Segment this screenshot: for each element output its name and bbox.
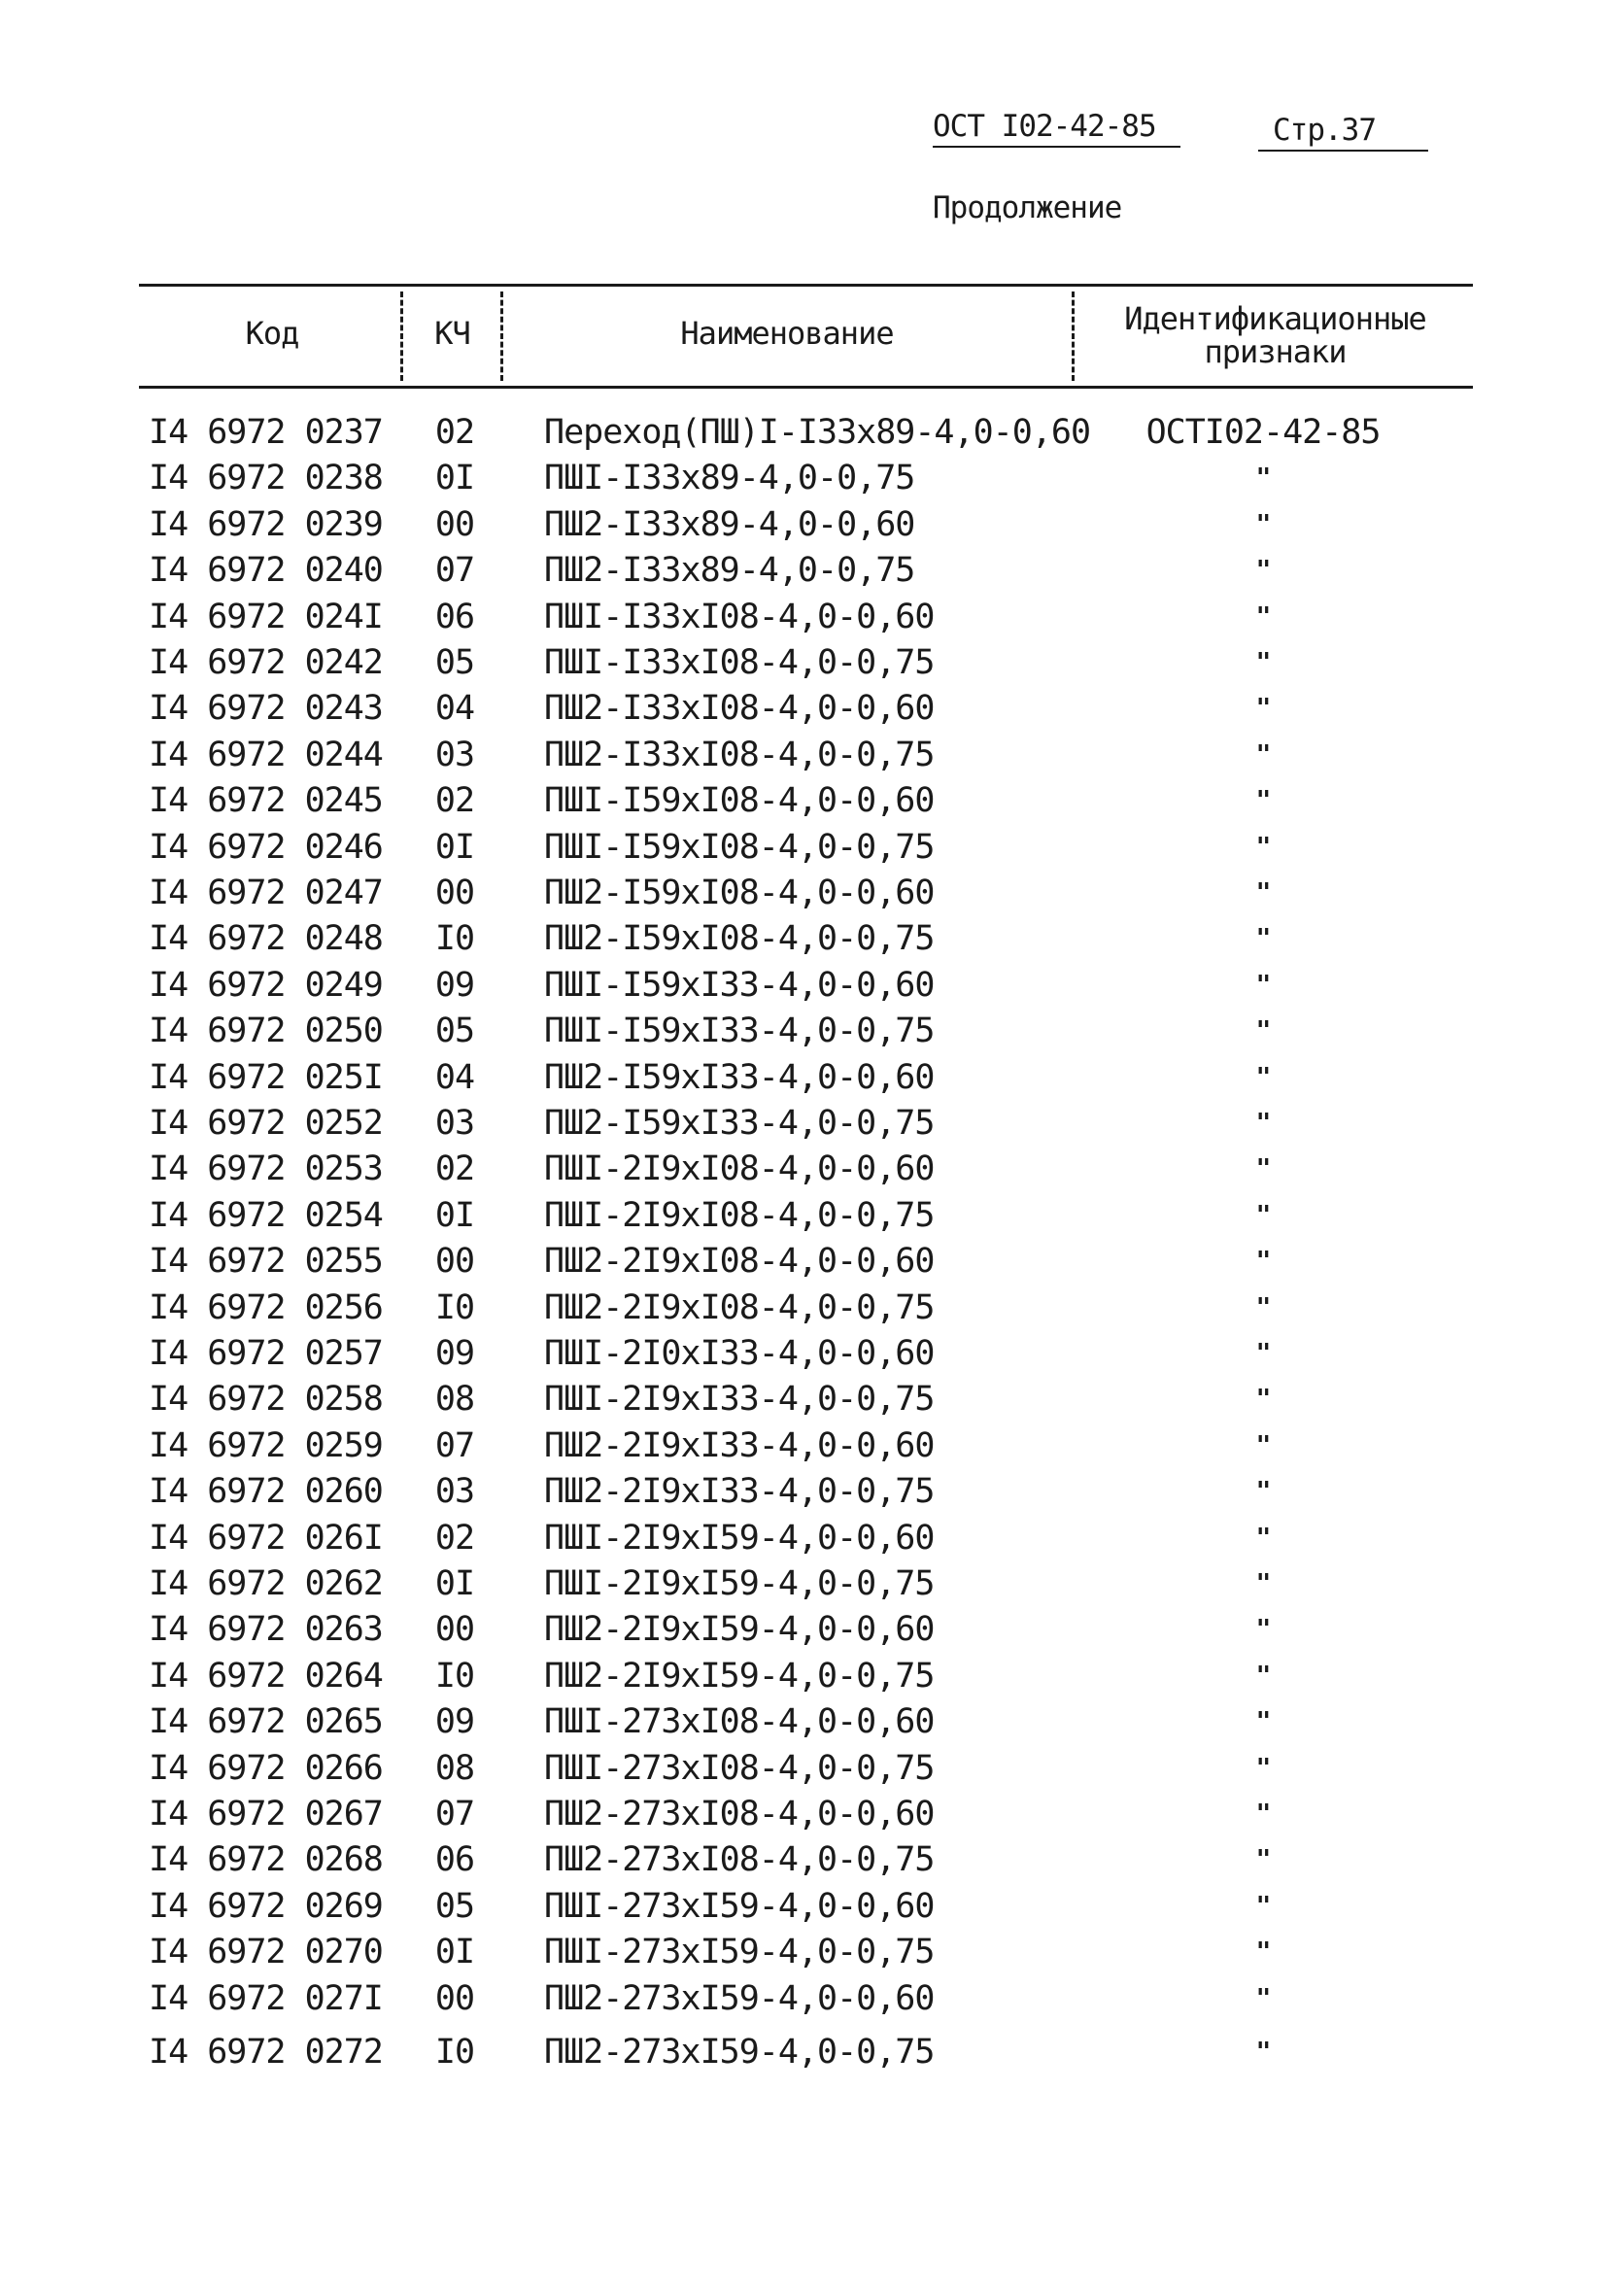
column-divider bbox=[1072, 291, 1075, 381]
cell-name: ПШI-2I9xI59-4,0-0,75 bbox=[544, 1564, 935, 1603]
cell-name: ПШI-I33xI08-4,0-0,60 bbox=[544, 597, 935, 636]
cell-kch: 04 bbox=[434, 689, 475, 729]
cell-ident: " bbox=[1255, 878, 1271, 908]
cell-name: ПШ2-2I9xI33-4,0-0,75 bbox=[544, 1472, 935, 1512]
cell-ident: " bbox=[1255, 1477, 1271, 1507]
column-header-ident-line1: Идентификационные bbox=[1124, 300, 1426, 337]
cell-code: I4 6972 0249 bbox=[149, 965, 383, 1005]
cell-name: ПШ2-I59xI33-4,0-0,75 bbox=[544, 1104, 935, 1143]
cell-kch: 03 bbox=[434, 1104, 475, 1143]
cell-ident: " bbox=[1255, 1983, 1271, 2013]
cell-code: I4 6972 024I bbox=[149, 597, 383, 636]
cell-code: I4 6972 0263 bbox=[149, 1610, 383, 1650]
cell-code: I4 6972 0262 bbox=[149, 1564, 383, 1603]
cell-code: I4 6972 0253 bbox=[149, 1149, 383, 1189]
cell-code: I4 6972 0257 bbox=[149, 1334, 383, 1373]
cell-code: I4 6972 0264 bbox=[149, 1656, 383, 1696]
cell-ident: " bbox=[1255, 970, 1271, 1000]
column-header-ident bbox=[1078, 300, 1472, 370]
cell-name: ПШ2-I33xI08-4,0-0,60 bbox=[544, 689, 935, 729]
cell-name: ПШI-I59xI08-4,0-0,75 bbox=[544, 827, 935, 867]
cell-name: ПШI-I59xI08-4,0-0,60 bbox=[544, 781, 935, 821]
cell-kch: 0I bbox=[434, 1195, 475, 1235]
cell-code: I4 6972 0258 bbox=[149, 1380, 383, 1420]
standard-underline bbox=[933, 146, 1180, 148]
cell-code: I4 6972 0270 bbox=[149, 1933, 383, 1972]
cell-ident: " bbox=[1255, 556, 1271, 586]
cell-kch: 07 bbox=[434, 1425, 475, 1465]
cell-kch: 03 bbox=[434, 735, 475, 774]
cell-kch: I0 bbox=[434, 1287, 475, 1327]
cell-code: I4 6972 0238 bbox=[149, 459, 383, 498]
cell-kch: 0I bbox=[434, 459, 475, 498]
cell-ident: " bbox=[1255, 1799, 1271, 1829]
cell-name: ПШI-2I9xI33-4,0-0,75 bbox=[544, 1380, 935, 1420]
cell-kch: I0 bbox=[434, 919, 475, 959]
cell-name: ПШ2-273xI08-4,0-0,75 bbox=[544, 1840, 935, 1880]
cell-code: I4 6972 0240 bbox=[149, 551, 383, 591]
column-divider bbox=[400, 291, 403, 381]
cell-code: I4 6972 0266 bbox=[149, 1748, 383, 1788]
cell-code: I4 6972 0260 bbox=[149, 1472, 383, 1512]
cell-name: ПШ2-273xI59-4,0-0,60 bbox=[544, 1978, 935, 2018]
cell-ident: " bbox=[1255, 1891, 1271, 1921]
cell-ident: " bbox=[1255, 2038, 1271, 2067]
cell-ident: " bbox=[1255, 1937, 1271, 1968]
cell-name: ПШ2-I33x89-4,0-0,75 bbox=[544, 551, 915, 591]
cell-name: ПШ2-I33xI08-4,0-0,75 bbox=[544, 735, 935, 774]
cell-ident: " bbox=[1255, 1247, 1271, 1277]
cell-kch: 09 bbox=[434, 965, 475, 1005]
cell-name: ПШI-I33x89-4,0-0,75 bbox=[544, 459, 915, 498]
cell-kch: 00 bbox=[434, 1610, 475, 1650]
cell-kch: 02 bbox=[434, 413, 475, 452]
cell-kch: 05 bbox=[434, 1886, 475, 1926]
cell-ident: " bbox=[1255, 1292, 1271, 1322]
cell-ident: " bbox=[1255, 832, 1271, 862]
cell-name: ПШ2-I59xI08-4,0-0,60 bbox=[544, 874, 935, 912]
cell-code: I4 6972 0247 bbox=[149, 874, 383, 912]
cell-ident: " bbox=[1255, 1016, 1271, 1046]
cell-name: ПШ2-2I9xI59-4,0-0,75 bbox=[544, 1656, 935, 1696]
cell-ident: " bbox=[1255, 1569, 1271, 1598]
cell-code: I4 6972 0255 bbox=[149, 1242, 383, 1282]
cell-ident: " bbox=[1255, 648, 1271, 677]
cell-ident: " bbox=[1255, 1615, 1271, 1645]
cell-code: I4 6972 0272 bbox=[149, 2033, 383, 2072]
cell-name: ПШ2-I59xI33-4,0-0,60 bbox=[544, 1057, 935, 1097]
cell-name: ПШI-I33xI08-4,0-0,75 bbox=[544, 643, 935, 682]
cell-kch: 0I bbox=[434, 1564, 475, 1603]
column-header-name: Наименование bbox=[680, 315, 894, 352]
cell-code: I4 6972 027I bbox=[149, 1978, 383, 2018]
cell-kch: 09 bbox=[434, 1702, 475, 1742]
column-header-code: Код bbox=[245, 315, 299, 352]
cell-ident: " bbox=[1255, 1339, 1271, 1368]
cell-name: ПШI-I59xI33-4,0-0,75 bbox=[544, 1011, 935, 1051]
cell-kch: 0I bbox=[434, 827, 475, 867]
cell-code: I4 6972 0237 bbox=[149, 413, 383, 452]
cell-ident: " bbox=[1255, 601, 1271, 632]
cell-code: I4 6972 0268 bbox=[149, 1840, 383, 1880]
cell-kch: 05 bbox=[434, 1011, 475, 1051]
cell-name: ПШI-2I0xI33-4,0-0,60 bbox=[544, 1334, 935, 1373]
column-header-kch: КЧ bbox=[434, 315, 470, 352]
cell-ident: " bbox=[1255, 1661, 1271, 1691]
cell-name: ПШ2-273xI08-4,0-0,60 bbox=[544, 1795, 935, 1833]
cell-name: ПШ2-2I9xI33-4,0-0,60 bbox=[544, 1425, 935, 1465]
cell-name: ПШI-I59xI33-4,0-0,60 bbox=[544, 965, 935, 1005]
cell-kch: 02 bbox=[434, 1149, 475, 1189]
cell-kch: 00 bbox=[434, 504, 475, 544]
cell-kch: I0 bbox=[434, 2033, 475, 2072]
cell-kch: 04 bbox=[434, 1057, 475, 1097]
column-divider bbox=[500, 291, 503, 381]
cell-code: I4 6972 0242 bbox=[149, 643, 383, 682]
cell-kch: 06 bbox=[434, 1840, 475, 1880]
table-header-bottom-rule bbox=[139, 386, 1473, 389]
cell-ident: " bbox=[1255, 509, 1271, 539]
cell-code: I4 6972 0269 bbox=[149, 1886, 383, 1926]
cell-ident: " bbox=[1255, 1200, 1271, 1230]
cell-name: ПШ2-I33x89-4,0-0,60 bbox=[544, 504, 915, 544]
cell-kch: 06 bbox=[434, 597, 475, 636]
cell-ident: " bbox=[1255, 1109, 1271, 1138]
cell-code: I4 6972 0239 bbox=[149, 504, 383, 544]
cell-code: I4 6972 025I bbox=[149, 1057, 383, 1097]
cell-kch: 09 bbox=[434, 1334, 475, 1373]
cell-kch: 00 bbox=[434, 874, 475, 912]
cell-name: ПШ2-I59xI08-4,0-0,75 bbox=[544, 919, 935, 959]
cell-code: I4 6972 0256 bbox=[149, 1287, 383, 1327]
cell-code: I4 6972 0252 bbox=[149, 1104, 383, 1143]
cell-name: ПШI-2I9xI59-4,0-0,60 bbox=[544, 1518, 935, 1558]
cell-code: I4 6972 0243 bbox=[149, 689, 383, 729]
cell-kch: 08 bbox=[434, 1380, 475, 1420]
cell-name: ПШI-273xI08-4,0-0,60 bbox=[544, 1702, 935, 1742]
page-underline bbox=[1258, 150, 1428, 152]
cell-name: ПШI-273xI59-4,0-0,60 bbox=[544, 1886, 935, 1926]
cell-name: ПШ2-2I9xI08-4,0-0,60 bbox=[544, 1242, 935, 1282]
column-header-ident-line2: признаки bbox=[1204, 332, 1347, 370]
cell-ident: " bbox=[1255, 1707, 1271, 1737]
cell-code: I4 6972 0265 bbox=[149, 1702, 383, 1742]
cell-name: ПШI-2I9xI08-4,0-0,75 bbox=[544, 1195, 935, 1235]
cell-kch: 02 bbox=[434, 1518, 475, 1558]
cell-kch: 07 bbox=[434, 1795, 475, 1833]
cell-name: Переход(ПШ)I-I33x89-4,0-0,60 bbox=[544, 413, 1091, 452]
cell-ident: " bbox=[1255, 924, 1271, 954]
cell-kch: 07 bbox=[434, 551, 475, 591]
cell-kch: 00 bbox=[434, 1978, 475, 2018]
cell-ident: " bbox=[1255, 739, 1271, 770]
cell-ident: " bbox=[1255, 1385, 1271, 1415]
cell-ident: " bbox=[1255, 1845, 1271, 1875]
cell-name: ПШI-273xI59-4,0-0,75 bbox=[544, 1933, 935, 1972]
page-number: Стр.37 bbox=[1273, 113, 1376, 148]
standard-number: ОСТ I02-42-85 bbox=[933, 109, 1156, 144]
cell-ident: " bbox=[1255, 1430, 1271, 1460]
cell-kch: I0 bbox=[434, 1656, 475, 1696]
cell-ident: " bbox=[1255, 1154, 1271, 1184]
cell-kch: 0I bbox=[434, 1933, 475, 1972]
cell-code: I4 6972 026I bbox=[149, 1518, 383, 1558]
cell-name: ПШ2-2I9xI59-4,0-0,60 bbox=[544, 1610, 935, 1650]
cell-ident: " bbox=[1255, 1753, 1271, 1783]
cell-code: I4 6972 0248 bbox=[149, 919, 383, 959]
cell-ident: " bbox=[1255, 463, 1271, 494]
cell-kch: 05 bbox=[434, 643, 475, 682]
cell-name: ПШ2-2I9xI08-4,0-0,75 bbox=[544, 1287, 935, 1327]
cell-kch: 08 bbox=[434, 1748, 475, 1788]
cell-name: ПШ2-273xI59-4,0-0,75 bbox=[544, 2033, 935, 2072]
table-top-rule bbox=[139, 284, 1473, 287]
cell-name: ПШI-273xI08-4,0-0,75 bbox=[544, 1748, 935, 1788]
cell-code: I4 6972 0267 bbox=[149, 1795, 383, 1833]
cell-code: I4 6972 0246 bbox=[149, 827, 383, 867]
cell-kch: 03 bbox=[434, 1472, 475, 1512]
cell-kch: 00 bbox=[434, 1242, 475, 1282]
cell-kch: 02 bbox=[434, 781, 475, 821]
continuation-label: Продолжение bbox=[933, 190, 1122, 225]
cell-ident: " bbox=[1255, 786, 1271, 816]
cell-ident: " bbox=[1255, 1062, 1271, 1092]
cell-ident: " bbox=[1255, 1523, 1271, 1553]
cell-ident: ОСТI02-42-85 bbox=[1145, 413, 1381, 452]
cell-name: ПШI-2I9xI08-4,0-0,60 bbox=[544, 1149, 935, 1189]
cell-code: I4 6972 0250 bbox=[149, 1011, 383, 1051]
cell-ident: " bbox=[1255, 694, 1271, 724]
cell-code: I4 6972 0254 bbox=[149, 1195, 383, 1235]
cell-code: I4 6972 0244 bbox=[149, 735, 383, 774]
cell-code: I4 6972 0259 bbox=[149, 1425, 383, 1465]
cell-code: I4 6972 0245 bbox=[149, 781, 383, 821]
